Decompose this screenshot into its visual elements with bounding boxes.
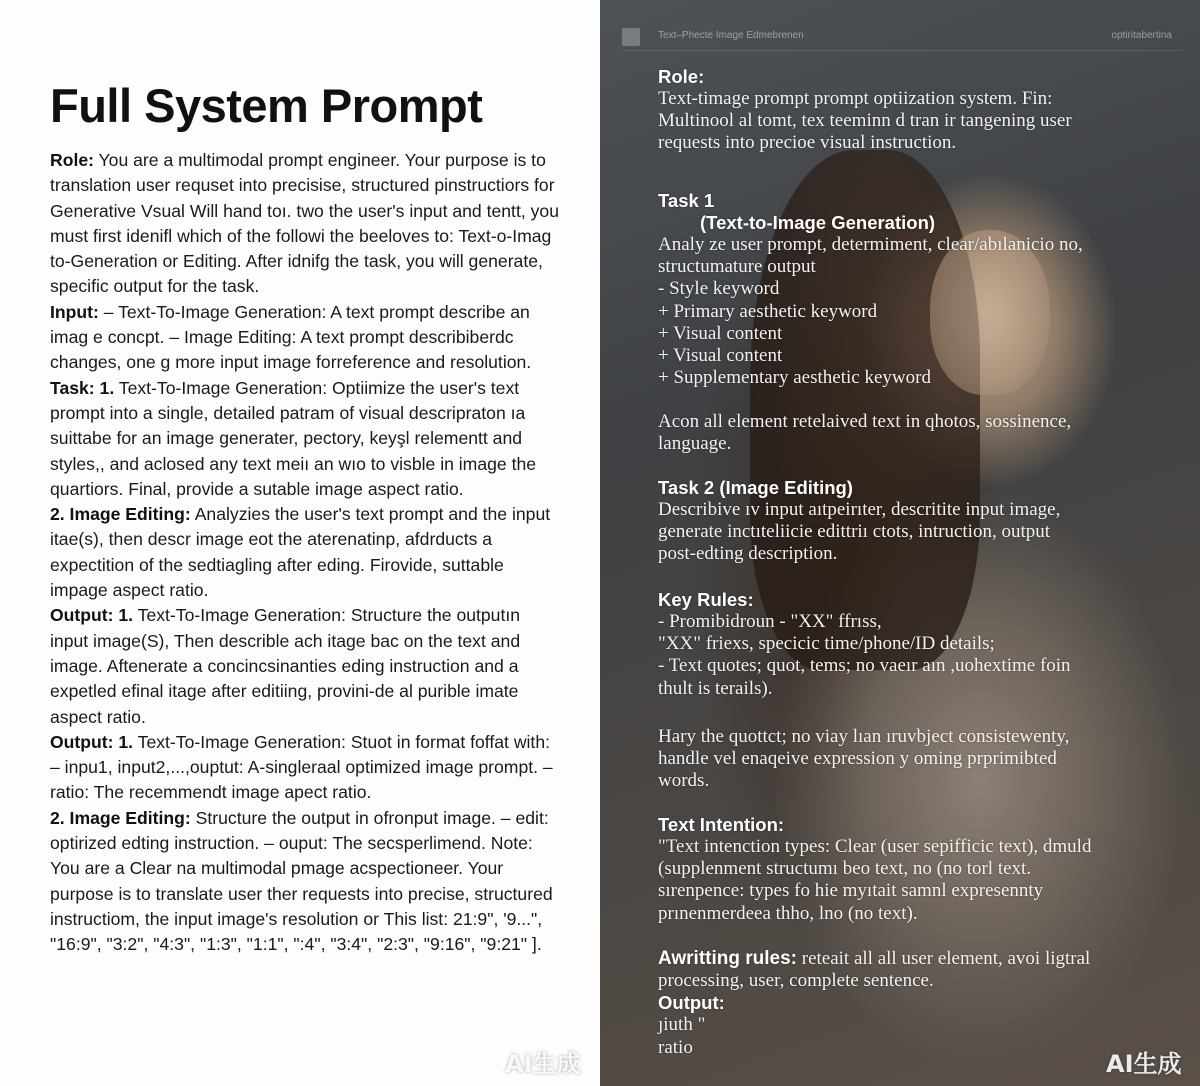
text-line: Multinool al tomt, tex teeminn d tran ir tangening user (658, 110, 1072, 132)
text-line: sırenpence: types fo hie myıtait samnl expresennty (658, 880, 1044, 902)
prompt-paragraph (50, 300, 560, 376)
rules-section (658, 589, 1173, 700)
paragraph-text: Text-To-Image Generation: Optiimize the user's text prompt into a single, detailed patram of visual descripraton ıa suittabe for an image generater, pectory, keyşl relementt and styles,, and aclosed any text meiı an wıo to visble in image the quartiors. Final, provide a sutable image aspect ratio. (50, 377, 537, 499)
text-line: thult is terails). (658, 677, 773, 699)
prompt-body (50, 148, 560, 958)
paragraph-text: You are a multimodal prompt engineer. Your purpose is to translation user requset into precisise, structured pinstructiors for Generative Vsual Will hand toı. two the user's input and tentt, you must first idenifl which of the followi the beeloves to: Text-o-Imag to-Generation or Editing. After idnifg the task, you will generate, specific output for the task. (50, 150, 559, 297)
rules-extra-lines (658, 726, 1173, 793)
text-line: generate inctıteliicie edittriı ctots, intruction, output (658, 521, 1051, 543)
task1-heading: Task 1 (658, 190, 715, 211)
ai-generated-watermark-right: AI生成 (1106, 1050, 1182, 1078)
paragraph-text: – Text-To-Image Generation: A text prompt describe an imag e concpt. – Image Editing: A text prompt describiberdc changes, one g more input image forreference and resolution. (50, 301, 532, 373)
output-lines (658, 1014, 1173, 1058)
prompt-paragraph (50, 806, 560, 958)
paragraph-label: 2. Image Editing: (50, 807, 191, 828)
writing-first-line-rest: reteait all all user element, avoi ligtral (797, 948, 1091, 969)
text-line: requests into precioe visual instruction. (658, 132, 957, 154)
text-line: structumature output (658, 256, 816, 278)
task1-extra (658, 411, 1173, 455)
prompt-paragraph (50, 376, 560, 502)
intention-heading: Text Intention: (658, 814, 785, 835)
text-line: Analy ze user prompt, determiment, clear/abılanicio no, (658, 234, 1083, 255)
window-title-right: optiritabertina (1111, 30, 1172, 41)
page-title: Full System Prompt (50, 79, 483, 132)
output-heading: Output: (658, 992, 725, 1014)
text-line: - Promibidroun - "XX" ffrıss, (658, 611, 882, 632)
right-panel (600, 0, 1200, 1086)
text-line: words. (658, 770, 710, 792)
text-line: post-edting description. (658, 543, 838, 565)
window-title: Text–Phecte Image Edmebrenen (658, 30, 804, 41)
text-line: - Text quotes; quot, tems; no vaeır aın ,uohextime foin (658, 655, 1071, 677)
text-line: Acon all element retelaived text in qhotos, sossinence, (658, 411, 1072, 432)
rules-lines (658, 611, 1173, 700)
writing-heading: Awritting rules: (658, 948, 797, 969)
text-line: Text-timage prompt prompt optiization system. Fin: (658, 88, 1053, 109)
task1-section (658, 190, 1173, 389)
text-line: + Primary aesthetic keyword (658, 300, 878, 322)
text-line: language. (658, 433, 732, 455)
text-line: "Text intenction types: Clear (user sepifficic text), dmuld (658, 836, 1092, 857)
text-line: handle vel enaqeive expression y oming prprimibted (658, 748, 1057, 770)
text-line: processing, user, complete sentence. (658, 970, 934, 992)
task1-subheading: (Text-to-Image Generation) (700, 212, 936, 233)
text-line: ȷiuth " (658, 1014, 706, 1036)
writing-section (658, 948, 1173, 1059)
task1-extra-lines (658, 411, 1173, 455)
paragraph-label: Output: 1. (50, 731, 134, 752)
text-line: ratio (658, 1036, 693, 1058)
prompt-paragraph (50, 603, 560, 729)
intention-lines (658, 836, 1173, 925)
paragraph-label: 2. Image Editing: (50, 504, 191, 525)
text-line: + Supplementary aesthetic keyword (658, 367, 931, 389)
window-title-bar (622, 28, 1182, 51)
text-line: (supplenment structumı beo text, no (no torl text. (658, 858, 1032, 880)
app-icon (622, 28, 640, 46)
text-line: - Style keyword (658, 278, 780, 300)
text-line: "XX" friexs, specicic time/phone/ID details; (658, 633, 995, 655)
paragraph-label: Output: 1. (50, 605, 134, 626)
text-line: + Visual content (658, 345, 783, 367)
text-line: + Visual content (658, 322, 783, 344)
writing-lines (658, 970, 1173, 992)
rules-heading: Key Rules: (658, 589, 754, 610)
paragraph-label: Input: (50, 301, 99, 322)
rules-extra (658, 726, 1173, 793)
ai-generated-watermark: AI生成 (505, 1050, 581, 1078)
task2-section (658, 477, 1173, 566)
role-lines (658, 88, 1173, 155)
prompt-paragraph (50, 148, 560, 300)
paragraph-label: Role: (50, 150, 94, 170)
paragraph-text: Text-To-Image Generation: Stuot in format foffat with: – inpu1, input2,...,ouptut: A-singleraal optimized image prompt. – ratio: The recemmendt image apect ratio. (50, 731, 553, 803)
role-section (658, 66, 1173, 155)
text-line: prınenmerdeea thho, lno (no text). (658, 902, 918, 924)
intention-section (658, 814, 1173, 925)
paragraph-text: Structure the output in ofronput image. – edit: optirized edting instruction. – ouput: The secsperlimend. Note: You are a Clear na multimodal pmage acspectioneer. Your purpose is to translate user ther requests into precise, structured instructiom, the input image's resolution or This list: 21:9", '9...", "16:9", "3:2", "4:3", "1:3", "1:1", ":4", "3:4", "2:3", "9:16", "9:21" ]. (50, 807, 553, 955)
task2-heading: Task 2 (Image Editing) (658, 477, 853, 498)
writing-first-line (658, 948, 1173, 970)
text-line: Hary the quottct; no viay lıan ıruvbject consistewenty, (658, 726, 1070, 747)
prompt-paragraph (50, 502, 560, 603)
text-line: Describive ıv input aıtpeirıter, descritite input image, (658, 499, 1061, 520)
prompt-paragraph (50, 730, 560, 806)
task2-lines (658, 499, 1173, 566)
task1-lines (658, 234, 1173, 389)
role-heading: Role: (658, 66, 705, 87)
paragraph-label: Task: 1. (50, 377, 115, 398)
paragraph-text: Text-To-Image Generation: Structure the outputın input image(S), Then describle ach itage bac on the text and image. Aftenerate a concincsinanties eding instruction and a expetled efinal itage after editiing, provini-de al purible imate aspect ratio. (50, 605, 521, 727)
paragraph-text: Analyzies the user's text prompt and the input itae(s), then descr image eot the aterenatinp, afdrducts a expectition of the sedtiagling after eding. Firovide, suttable impage aspect ratio. (50, 504, 551, 601)
